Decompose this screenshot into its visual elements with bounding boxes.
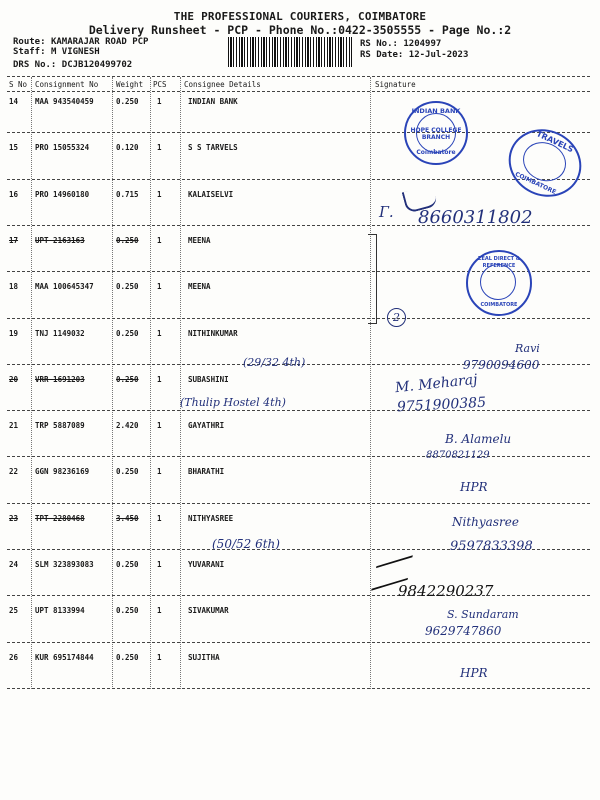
bank-stamp — [404, 101, 468, 165]
col-divider — [31, 77, 32, 689]
rs-date-line — [360, 50, 468, 60]
row-separator — [7, 318, 590, 319]
consignment-cell: MAA 100645347 — [35, 282, 94, 292]
weight-cell: 0.250 — [116, 235, 139, 245]
handwritten-signature: M. Meharaj — [394, 371, 479, 397]
col-header-consignee: Consignee Details — [184, 80, 261, 89]
handwritten-signature: B. Alamelu — [445, 432, 512, 446]
consignment-cell: TNJ 1149032 — [35, 328, 85, 338]
weight-cell: 0.250 — [116, 606, 139, 616]
col-divider — [150, 77, 151, 689]
row-separator — [7, 688, 590, 689]
barcode — [228, 37, 352, 67]
consignee-cell: SIVAKUMAR — [188, 606, 229, 616]
consignment-cell: UPT 8133994 — [35, 606, 85, 616]
rs-value: 1204997 — [403, 39, 442, 49]
consignee-cell: NITHYASREE — [188, 513, 234, 523]
staff-label: Staff: — [13, 47, 46, 57]
consignee-cell: MEENA — [188, 282, 211, 292]
staff-value: M VIGNESH — [50, 47, 100, 57]
rs-date-value: 12-Jul-2023 — [408, 50, 469, 60]
consignee-cell: NITHINKUMAR — [188, 328, 238, 338]
row-separator — [7, 179, 590, 180]
pcs-cell: 1 — [157, 282, 162, 292]
col-divider — [370, 77, 371, 689]
weight-cell: 0.715 — [116, 189, 139, 199]
weight-cell: 3.450 — [116, 513, 139, 523]
consignee-cell: SUJITHA — [188, 652, 220, 662]
weight-cell: 0.250 — [116, 282, 139, 292]
sno-cell: 26 — [9, 652, 19, 662]
pcs-cell: 1 — [157, 235, 162, 245]
pcs-cell: 1 — [157, 374, 162, 384]
drs-line — [13, 60, 132, 70]
pcs-cell: 1 — [157, 328, 162, 338]
sno-cell: 15 — [9, 143, 19, 153]
sno-cell: 20 — [9, 374, 19, 384]
sno-cell: 22 — [9, 467, 19, 477]
pcs-cell: 1 — [157, 652, 162, 662]
pcs-cell: 1 — [157, 560, 162, 569]
bank-stamp-bot: BRANCH — [421, 134, 451, 141]
travels-stamp-top: TRAVELS — [535, 129, 575, 155]
route-label: Route: — [13, 37, 46, 47]
consignee-cell: INDIAN BANK — [188, 97, 238, 106]
travels-stamp — [498, 117, 593, 208]
route-value: KAMARAJAR ROAD PCP — [50, 37, 149, 47]
sno-cell: 25 — [9, 606, 19, 616]
handwritten-phone: 9751900385 — [396, 394, 487, 416]
weight-cell: 0.250 — [116, 374, 139, 384]
weight-cell: 0.250 — [116, 652, 139, 662]
consignee-cell: GAYATHRI — [188, 421, 225, 431]
sno-cell: 21 — [9, 421, 19, 431]
table-top-rule — [7, 76, 590, 77]
handwritten-mark: Г. — [379, 203, 394, 221]
col-header-signature: Signature — [375, 80, 416, 89]
pcs-cell: 1 — [157, 467, 162, 477]
bracket-mark — [368, 234, 377, 324]
hospital-stamp — [466, 250, 532, 316]
row-separator — [7, 642, 590, 643]
handwritten-phone: 8870821129 — [426, 450, 490, 461]
handwritten-signature: Ravi — [515, 342, 540, 355]
sno-cell: 17 — [9, 235, 19, 245]
rs-line — [360, 39, 441, 49]
sno-cell: 16 — [9, 189, 19, 199]
consignment-cell: PRO 15055324 — [35, 143, 90, 153]
rs-label: RS No.: — [360, 39, 398, 49]
pcs-cell: 1 — [157, 189, 162, 199]
travels-stamp-bot: COIMBATORE — [513, 170, 558, 196]
consignment-cell: SLM 323893083 — [35, 560, 94, 569]
consignee-cell: KALAISELVI — [188, 189, 234, 199]
handwritten-phone: 9597833398 — [450, 539, 533, 554]
sno-cell: 23 — [9, 513, 19, 523]
col-header-consignment: Consignment No — [35, 80, 99, 89]
pcs-cell: 1 — [157, 421, 162, 431]
sno-cell: 19 — [9, 328, 19, 338]
handwritten-phone: 9629747860 — [425, 624, 502, 638]
rs-date-label: RS Date: — [360, 50, 404, 60]
col-header-sno: S No — [9, 80, 28, 89]
hospital-stamp-top: ZEAL DIRECT & REFERENCE — [477, 256, 521, 269]
bank-stamp-top: INDIAN BANK — [411, 107, 461, 115]
route-line — [13, 37, 148, 47]
consignment-cell: UPT 2163163 — [35, 235, 85, 245]
handwritten-phone: 8660311802 — [418, 207, 533, 228]
handwritten-signature: HPR — [460, 666, 488, 680]
handwritten-note: (50/52 6th) — [212, 537, 280, 551]
sno-cell: 18 — [9, 282, 19, 292]
handwritten-signature: HPR — [460, 480, 488, 494]
consignee-cell: BHARATHI — [188, 467, 225, 477]
row-separator — [7, 503, 590, 504]
handwritten-phone: 9790094600 — [463, 358, 540, 372]
col-divider — [112, 77, 113, 689]
consignment-cell: TRP 5887089 — [35, 421, 85, 431]
drs-label: DRS No.: — [13, 60, 57, 70]
pcs-cell: 1 — [157, 606, 162, 616]
handwritten-note: (Thulip Hostel 4th) — [180, 396, 286, 409]
weight-cell: 0.250 — [116, 328, 139, 338]
pcs-cell: 1 — [157, 143, 162, 153]
consignee-cell: SUBASHINI — [188, 374, 229, 384]
handwritten-phone: 9842290237 — [398, 582, 494, 600]
consignee-cell: S S TARVELS — [188, 143, 238, 153]
consignment-cell: PRO 14960180 — [35, 189, 90, 199]
drs-value: DCJB120499702 — [61, 60, 133, 70]
col-header-pcs: PCS — [153, 80, 167, 89]
consignee-cell: MEENA — [188, 235, 211, 245]
bank-stamp-city: Coimbatore — [416, 149, 456, 156]
pcs-cell: 1 — [157, 513, 162, 523]
row-separator — [7, 595, 590, 596]
consignment-cell: KUR 695174844 — [35, 652, 94, 662]
pcs-cell: 1 — [157, 97, 162, 106]
bank-stamp-mid: HOPE COLLEGE — [410, 127, 462, 134]
hospital-stamp-bot: COIMBATORE — [480, 302, 518, 308]
company-title: THE PROFESSIONAL COURIERS, COIMBATORE — [173, 10, 427, 23]
row-separator — [7, 132, 590, 133]
row-separator — [7, 410, 590, 411]
weight-cell: 0.250 — [116, 560, 139, 569]
header-rule — [7, 91, 590, 92]
sno-cell: 14 — [9, 97, 19, 106]
consignment-cell: GGN 98236169 — [35, 467, 90, 477]
weight-cell: 2.420 — [116, 421, 139, 431]
col-header-weight: Weight — [116, 80, 144, 89]
consignment-cell: VRR 1691203 — [35, 374, 85, 384]
handwritten-signature: Nithyasree — [452, 515, 519, 529]
sno-cell: 24 — [9, 560, 19, 569]
weight-cell: 0.250 — [116, 97, 139, 106]
handwritten-note: (29/32 4th) — [243, 356, 306, 369]
handwritten-signature: S. Sundaram — [447, 608, 519, 621]
handwritten-circle: 2 — [387, 308, 406, 327]
consignee-cell: YUVARANI — [188, 560, 225, 569]
consignment-cell: TPT 2280468 — [35, 513, 85, 523]
runsheet-subtitle: Delivery Runsheet - PCP - Phone No.:0422-3505555 - Page No.:2 — [88, 23, 512, 37]
consignment-cell: MAA 943540459 — [35, 97, 94, 106]
row-separator — [7, 456, 590, 457]
staff-line — [13, 47, 100, 57]
col-divider — [180, 77, 181, 689]
weight-cell: 0.120 — [116, 143, 139, 153]
weight-cell: 0.250 — [116, 467, 139, 477]
